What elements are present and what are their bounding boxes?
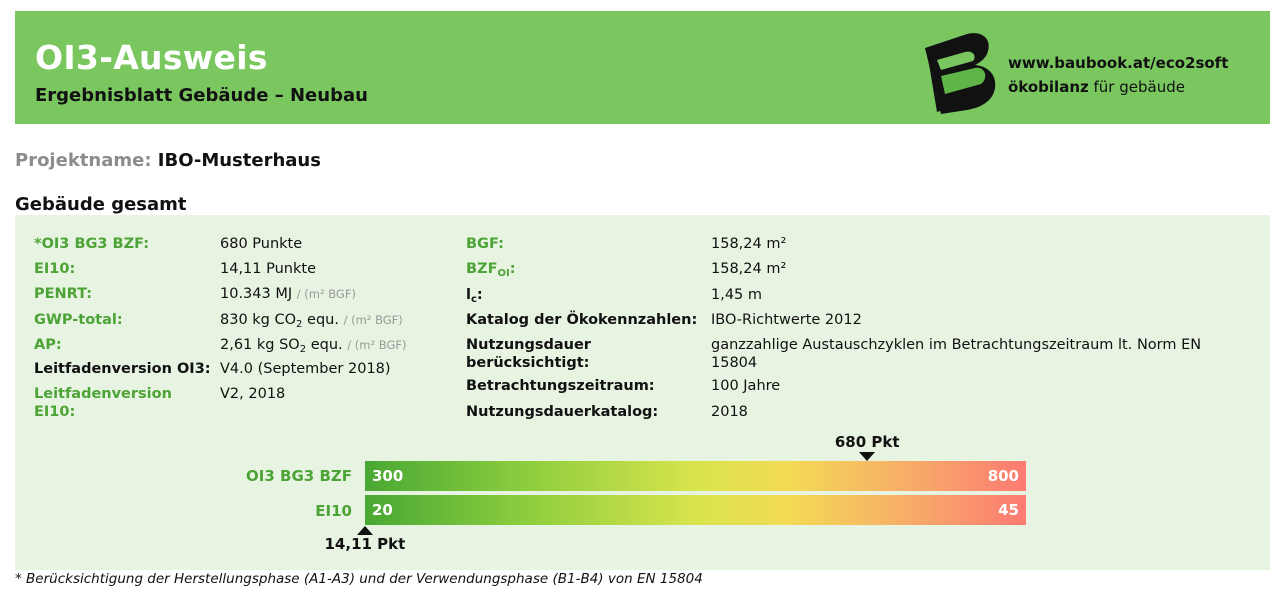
leitfaden-oi3-label: Leitfadenversion OI3: — [34, 361, 211, 377]
nutzungsdauerkatalog-label: Nutzungsdauerkatalog: — [466, 404, 659, 420]
ei10-label: EI10: — [34, 261, 76, 277]
nutzungsdauer-value: ganzzahlige Austauschzyklen im Betrachtungszeitraum lt. Norm EN 15804 — [711, 337, 1202, 371]
ei10-value: 14,11 Punkte — [220, 261, 316, 277]
page-subtitle: Ergebnisblatt Gebäude – Neubau — [35, 85, 368, 106]
page-title: OI3-Ausweis — [35, 38, 268, 77]
penrt-value: 10.343 MJ / (m² BGF) — [220, 286, 356, 302]
project-name — [15, 150, 321, 171]
ap-value: 2,61 kg $SO_2$ equ. / (m² BGF) — [220, 337, 407, 355]
oi3-scale-max: 800 — [987, 467, 1019, 485]
bgf-value: 158,24 m² — [711, 236, 787, 252]
katalog-value: IBO-Richtwerte 2012 — [711, 312, 862, 328]
ei10-value-marker — [357, 526, 373, 535]
ap-label: AP: — [34, 337, 62, 353]
betrachtungszeitraum-value: 100 Jahre — [711, 378, 781, 394]
katalog-label: Katalog der Ökokennzahlen: — [466, 312, 698, 328]
nutzungsdauer-label: Nutzungsdauer berücksichtigt: — [466, 337, 591, 371]
leitfaden-oi3-value: V4.0 (September 2018) — [220, 361, 391, 377]
leitfaden-ei10-value: V2, 2018 — [220, 386, 286, 402]
header-banner — [15, 11, 1270, 124]
project-name-label: Projektname: — [15, 150, 152, 171]
oi3-scale-label: OI3 BG3 BZF — [246, 467, 352, 485]
brand-tagline: ökobilanz für gebäude — [1008, 78, 1185, 96]
brand-url: www.baubook.at/eco2soft — [1008, 54, 1229, 72]
oi3-marker-label: 680 Pkt — [834, 433, 900, 451]
lc-label: $l_c$: — [466, 287, 483, 305]
baubook-logo-icon — [921, 30, 1003, 114]
bzf-value: 158,24 m² — [711, 261, 787, 277]
lc-value: 1,45 m — [711, 287, 763, 303]
ei10-scale-label: EI10 — [315, 502, 352, 520]
betrachtungszeitraum-label: Betrachtungszeitraum: — [466, 378, 655, 394]
penrt-label: PENRT: — [34, 286, 93, 302]
oi3-scale-bar — [365, 461, 1026, 491]
oi3-scale-min: 300 — [372, 467, 404, 485]
bzf-label: $BZF_{OI}$: — [466, 261, 516, 279]
ei10-marker-label: 14,11 Pkt — [324, 535, 406, 553]
project-name-value: IBO-Musterhaus — [157, 150, 321, 171]
ei10-scale-max: 45 — [998, 501, 1019, 519]
oi3-label: *OI3 BG3 BZF: — [34, 236, 150, 252]
section-title: Gebäude gesamt — [15, 194, 187, 215]
gwp-value: 830 kg $CO_2$ equ. / (m² BGF) — [220, 312, 403, 330]
gwp-label: GWP-total: — [34, 312, 123, 328]
bgf-label: BGF: — [466, 236, 504, 252]
ei10-scale-min: 20 — [372, 501, 393, 519]
footnote: * Berücksichtigung der Herstellungsphase (A1-A3) und der Verwendungsphase (B1-B4) von EN 15804 — [15, 571, 703, 587]
ei10-scale-bar — [365, 495, 1026, 525]
leitfaden-ei10-label: Leitfadenversion EI10: — [34, 386, 172, 420]
nutzungsdauerkatalog-value: 2018 — [711, 404, 748, 420]
oi3-value: 680 Punkte — [220, 236, 303, 252]
oi3-value-marker — [859, 452, 875, 461]
